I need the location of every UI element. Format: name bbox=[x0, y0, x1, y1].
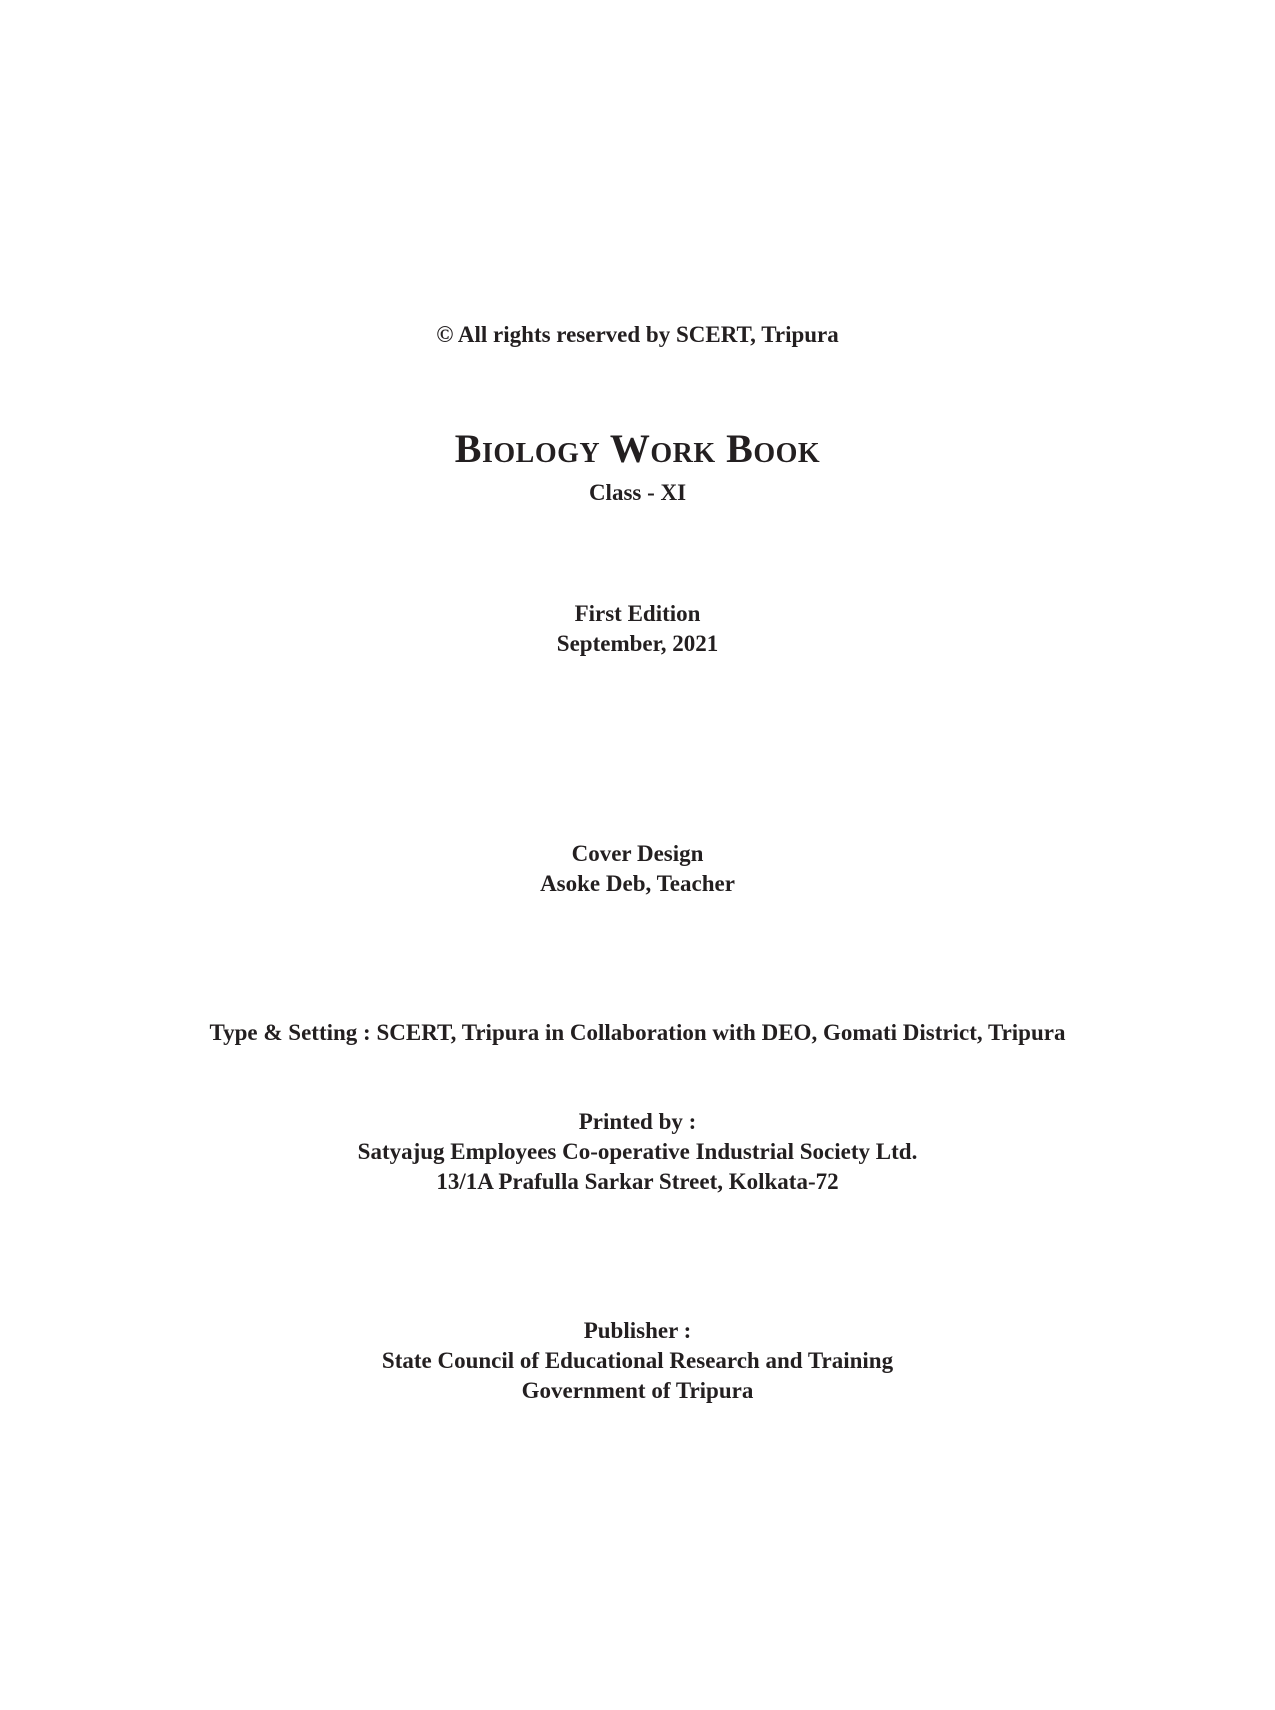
book-title: Biology Work Book bbox=[454, 426, 821, 471]
cover-design-heading: Cover Design bbox=[571, 841, 704, 866]
publisher-government: Government of Tripura bbox=[521, 1378, 754, 1403]
copyright-notice: © All rights reserved by SCERT, Tripura bbox=[436, 322, 839, 347]
publisher-name: State Council of Educational Research and Training bbox=[381, 1348, 894, 1373]
class-label: Class - XI bbox=[588, 480, 687, 505]
printer-address: 13/1A Prafulla Sarkar Street, Kolkata-72 bbox=[436, 1169, 839, 1194]
publisher-heading: Publisher : bbox=[583, 1318, 692, 1343]
type-setting-credit: Type & Setting : SCERT, Tripura in Collaboration with DEO, Gomati District, Tripura bbox=[209, 1020, 1066, 1045]
edition-name: First Edition bbox=[574, 601, 701, 626]
edition-date: September, 2021 bbox=[556, 631, 719, 656]
printer-heading: Printed by : bbox=[578, 1109, 697, 1134]
cover-design-credit: Asoke Deb, Teacher bbox=[540, 871, 735, 896]
printer-name: Satyajug Employees Co-operative Industrial Society Ltd. bbox=[357, 1139, 918, 1164]
